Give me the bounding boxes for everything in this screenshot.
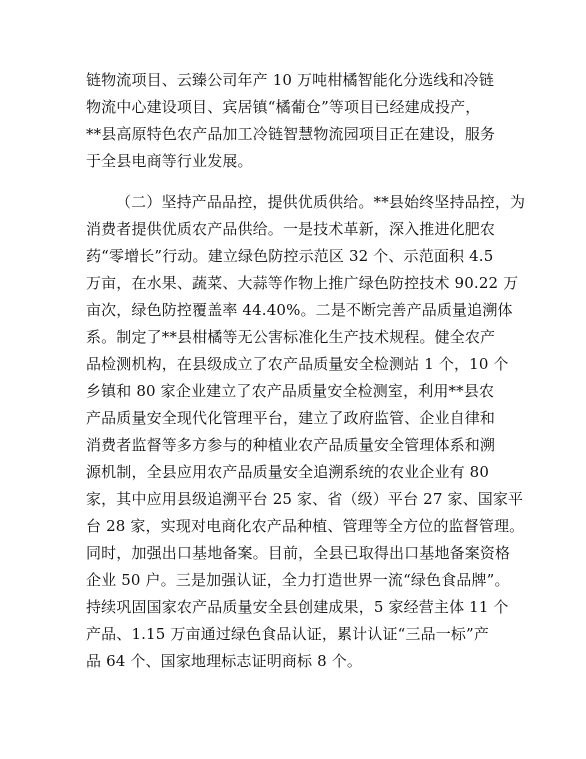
- text-line: 链物流项目、云臻公司年产 10 万吨柑橘智能化分选线和冷链: [86, 71, 494, 89]
- text-line: 消费者提供优质农产品供给。一是技术革新，深入推进化肥农: [86, 220, 496, 238]
- paragraph-2: [86, 189, 526, 675]
- text-line: 系。制定了**县柑橘等无公害标准化生产技术规程。健全农产: [86, 328, 496, 346]
- text-line: 企业 50 户。三是加强认证，全力打造世界一流“绿色食品牌”。: [86, 571, 510, 589]
- text-line: 亩次，绿色防控覆盖率 44.40%。二是不断完善产品质量追溯体: [86, 301, 513, 319]
- text-line: 台 28 家，实现对电商化农产品种植、管理等全方位的监督管理。: [86, 517, 525, 535]
- text-line: **县高原特色农产品加工冷链智慧物流园项目正在建设，服务: [86, 125, 496, 143]
- text-line: 品 64 个、国家地理标志证明商标 8 个。: [86, 652, 363, 670]
- section-heading-line: （二）坚持产品品控，提供优质供给。**县始终坚持品控，为: [116, 193, 526, 211]
- document-body: [86, 67, 526, 675]
- text-line: 乡镇和 80 家企业建立了农产品质量安全检测室，利用**县农: [86, 382, 495, 400]
- text-line: 物流中心建设项目、宾居镇“橘葡仓”等项目已经建成投产，: [86, 98, 481, 116]
- text-line: 品检测机构，在县级成立了农产品质量安全检测站 1 个，10 个: [86, 355, 509, 373]
- paragraph-1: [86, 67, 526, 175]
- paragraph-spacer: [86, 175, 526, 189]
- text-line: 家，其中应用县级追溯平台 25 家、省（级）平台 27 家、国家平: [86, 490, 524, 508]
- text-line: 同时，加强出口基地备案。目前，全县已取得出口基地备案资格: [86, 544, 511, 562]
- text-line: 药“零增长”行动。建立绿色防控示范区 32 个、示范面积 4.5: [86, 247, 494, 265]
- text-line: 产品质量安全现代化管理平台，建立了政府监管、企业自律和: [86, 409, 496, 427]
- text-line: 万亩，在水果、蔬菜、大蒜等作物上推广绿色防控技术 90.22 万: [86, 274, 519, 292]
- text-line: 持续巩固国家农产品质量安全县创建成果，5 家经营主体 11 个: [86, 598, 509, 616]
- text-line: 源机制，全县应用农产品质量安全追溯系统的农业企业有 80: [86, 463, 490, 481]
- text-line: 产品、1.15 万亩通过绿色食品认证，累计认证“三品一标”产: [86, 625, 490, 643]
- text-line: 消费者监督等多方参与的种植业农产品质量安全管理体系和溯: [86, 436, 496, 454]
- text-line: 于全县电商等行业发展。: [86, 152, 253, 170]
